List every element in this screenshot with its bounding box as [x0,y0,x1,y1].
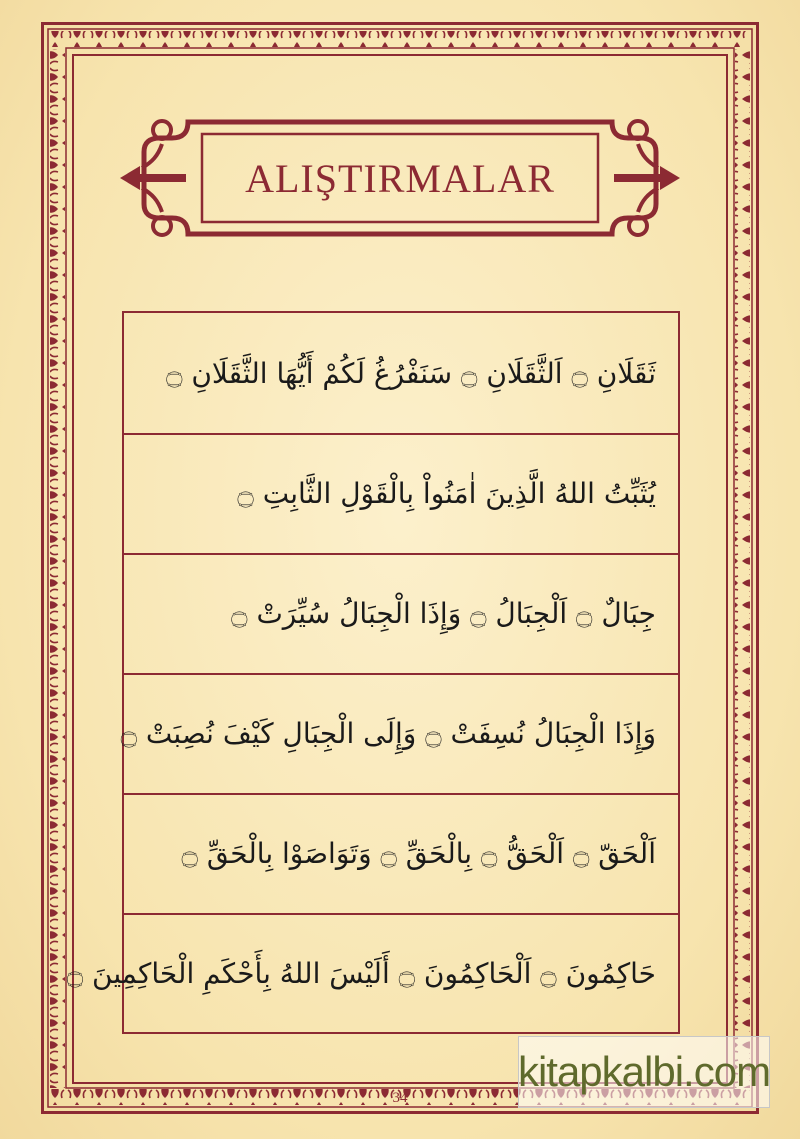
exercise-table [66,311,680,1034]
arabic-text: وَإِذَا الْجِبَالُ نُسِفَتْ ۝ وَإِلَى الْجِبَالِ كَيْفَ نُصِبَتْ ۝ [120,716,656,750]
page-number: 34 [392,1090,408,1106]
exercise-row-2 [124,433,678,553]
arabic-text: جِبَالٌ ۝ اَلْجِبَالُ ۝ وَإِذَا الْجِبَالُ سُيِّرَتْ ۝ [231,596,656,630]
arabic-text: اَلْحَقّ ۝ اَلْحَقُّ ۝ بِالْحَقِّ ۝ وَتَوَاصَوْا بِالْحَقِّ ۝ [181,836,656,870]
exercise-row-1 [124,313,678,433]
exercise-row-4 [120,673,678,793]
arabic-text: يُثَبِّتُ اللهُ الَّذِينَ اٰمَنُواْ بِالْقَوْلِ الثَّابِتِ ۝ [237,476,656,510]
exercise-row-5 [124,793,678,913]
exercise-row-3 [124,553,678,673]
page-title: ALIŞTIRMALAR [245,155,555,201]
arabic-text: حَاكِمُونَ ۝ اَلْحَاكِمُونَ ۝ أَلَيْسَ اللهُ بِأَحْكَمِ الْحَاكِمِينَ ۝ [66,956,656,990]
title-cartouche [118,108,682,248]
exercise-row-6 [66,913,678,1033]
arabic-text: ثَقَلَانِ ۝ اَلثَّقَلَانِ ۝ سَنَفْرُغُ لَكُمْ أَيُّهَا الثَّقَلَانِ ۝ [166,356,656,390]
watermark-text: kitapkalbi.com [517,1048,771,1095]
watermark [518,1036,770,1108]
